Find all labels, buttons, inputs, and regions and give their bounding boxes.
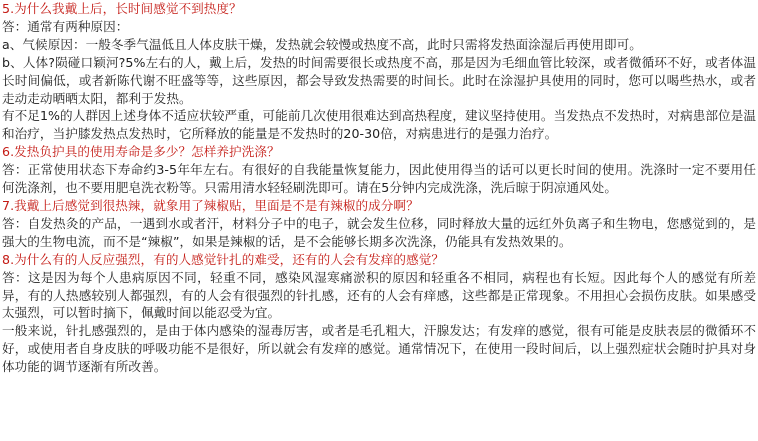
- question-heading: 5.为什么我戴上后，长时间感觉不到热度？: [2, 1, 242, 16]
- answer-paragraph: a、气候原因：一般冬季气温低且人体皮肤干燥，发热就会较慢或热度不高，此时只需将发热面涂湿后再使用即可。: [2, 36, 642, 52]
- answer-paragraph: 有不足1%的人群因上述身体不适应状较严重，可能前几次使用很难达到高热程度，建议坚持使用。当发热点不发热时，对病患部位是温和治疗，当护膝发热点发热时，它所释放的能量是不发热时的20-30倍，对病患进行的是强力治疗。: [2, 108, 756, 142]
- faq-section-5: [2, 0, 756, 143]
- faq-section-6: [2, 143, 756, 197]
- answer-paragraph: b、人体?陨碰口颖河?5%左右的人，戴上后，发热的时间需要很长或热度不高，那是因为毛细血管比较深，或者微循环不好，或者体温长时间偏低，或者新陈代谢不旺盛等等，这些原因，都会导致发热需要的时间长。此时在涂湿护具使用的同时，您可以喝些热水，或者走动走动晒晒太阳，都利于发热。: [2, 54, 756, 106]
- faq-section-8: [2, 251, 756, 376]
- answer-paragraph: 一般来说，针扎感强烈的，是由于体内感染的湿毒厉害，或者是毛孔粗大，汗腺发达；有发痒的感觉，很有可能是皮肤表层的微循环不好，或使用者自身皮肤的呼吸功能不是很好，所以就会有发痒的感觉。通常情况下，在使用一段时间后，以上强烈症状会随时护具对身体功能的调节逐渐有所改善。: [2, 323, 756, 375]
- answer-intro: 答：通常有两种原因：: [2, 18, 129, 34]
- question-heading: 6.发热负护具的使用寿命是多少？怎样养护洗涤？: [2, 144, 280, 160]
- answer-paragraph: 答：自发热灸的产品，一遇到水或者汗，材料分子中的电子，就会发生位移，同时释放大量的远红外负离子和生物电，您感觉到的，是强大的生物电流，而不是“辣椒”，如果是辣椒的话，是不会能够长期多次洗涤，仍能具有发热效果的。: [2, 215, 756, 249]
- question-heading: 7.我戴上后感觉到很热辣，就象用了辣椒贴，里面是不是有辣椒的成分啊？: [2, 197, 419, 213]
- answer-paragraph: 答：正常使用状态下寿命约3-5年年左右。有很好的自我能量恢复能力，因此使用得当的话可以更长时间的使用。洗涤时一定不要用任何洗涤剂，也不要用肥皂洗衣粉等。只需用清水轻轻刷洗即可。请在5分钟内完成洗涤，洗后晾于阴凉通风处。: [2, 162, 756, 196]
- faq-section-7: [2, 197, 756, 251]
- answer-paragraph: 答：这是因为每个人患病原因不同，轻重不同，感染风湿寒痛淤积的原因和轻重各不相同，病程也有长短。因此每个人的感觉有所差异，有的人热感较别人都强烈，有的人会有很强烈的针扎感，还有的人会有痒感，这些都是正常现象。不用担心会损伤皮肤。如果感受太强烈，可以暂时摘下，佩戴时间以能忍受为宜。: [2, 269, 756, 321]
- question-heading: 8.为什么有的人反应强烈，有的人感觉针扎的难受，还有的人会有发痒的感觉？: [2, 251, 445, 267]
